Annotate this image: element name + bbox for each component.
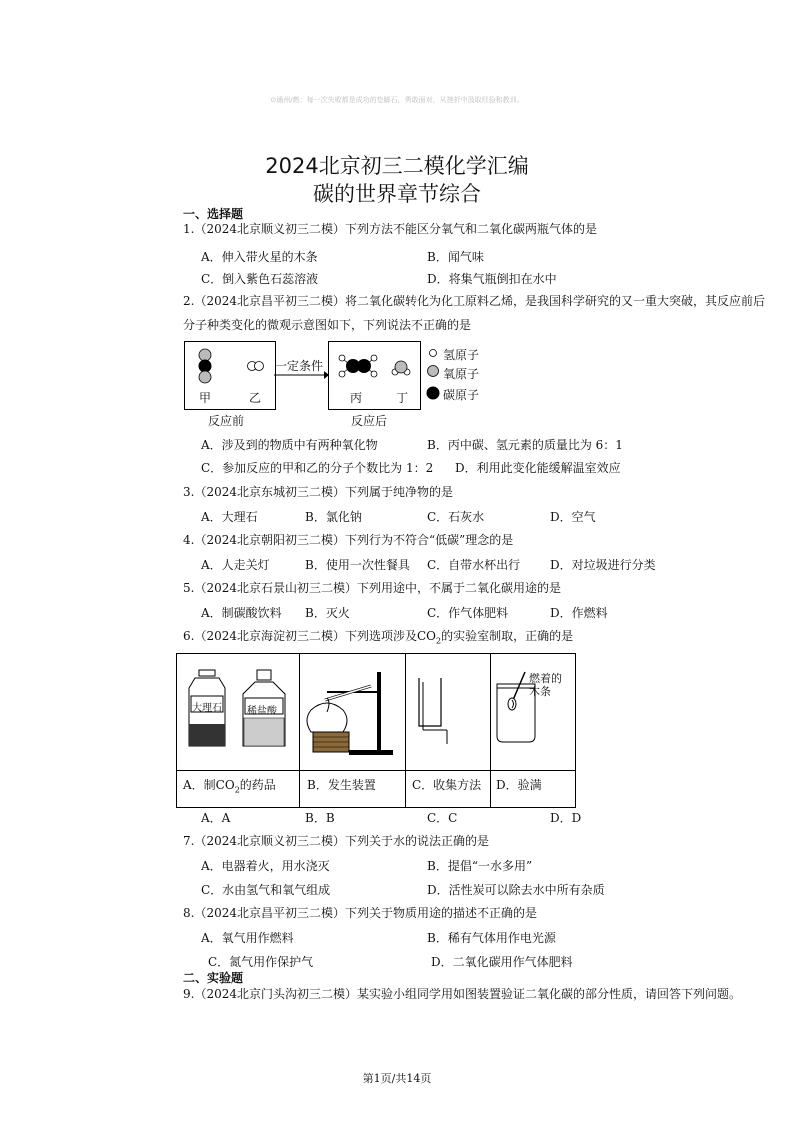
watermark: ⊙通州/燃：每一次失败都是成功的垫脚石，勇敢面对，从挫折中汲取经验和教训。: [270, 96, 524, 104]
q6-stem-post: 的实验室制取，正确的是: [441, 629, 574, 643]
q3-option-b: B．氯化钠: [305, 510, 362, 524]
q1-option-a: A．伸入带火星的木条: [201, 250, 318, 264]
co2-subscript: 2: [436, 636, 442, 646]
section-choice: 一、选择题: [183, 207, 244, 221]
q4-option-a: A．人走关灯: [201, 558, 270, 572]
caption-d: D．验满: [496, 778, 542, 792]
q5-option-a: A．制碳酸饮料: [201, 606, 282, 620]
arrow-condition: 一定条件: [275, 359, 324, 373]
caption-a-post: 的药品: [239, 778, 276, 792]
legend-hydrogen: 氢原子: [443, 348, 480, 362]
legend-oxygen: 氧原子: [443, 367, 480, 381]
after-box: [328, 341, 421, 410]
caption-c: C．收集方法: [412, 778, 482, 792]
q4-option-b: B．使用一次性餐具: [305, 558, 410, 572]
q7-option-b: B．提倡“一水多用”: [427, 859, 533, 873]
q8-stem: 8.（2024北京昌平初三二模）下列关于物质用途的描述不正确的是: [183, 906, 537, 920]
q5-option-d: D．作燃料: [550, 606, 608, 620]
q6-option-d: D．D: [550, 811, 582, 825]
label-before: 反应前: [208, 414, 245, 428]
q4-option-d: D．对垃圾进行分类: [550, 558, 656, 572]
splint-label: [529, 672, 562, 698]
reaction-arrow: [274, 370, 329, 380]
collection-apparatus: [413, 674, 483, 754]
q3-option-a: A．大理石: [201, 510, 258, 524]
splint-label-line2: 木条: [529, 685, 551, 698]
q3-stem: 3.（2024北京东城初三二模）下列属于纯净物的是: [183, 485, 453, 499]
label-yi: 乙: [249, 391, 262, 405]
label-ding: 丁: [396, 391, 409, 405]
q2-option-c: C．参加反应的甲和乙的分子个数比为 1：2: [201, 461, 434, 475]
caption-a: [183, 776, 276, 794]
before-box: [184, 341, 276, 410]
q3-option-d: D．空气: [550, 510, 596, 524]
bottle-label-marble: 大理石: [192, 703, 222, 714]
q1-option-b: B．闻气味: [427, 250, 484, 264]
caption-a-co2-sub: 2: [234, 785, 240, 795]
q1-option-d: D．将集气瓶倒扣在水中: [427, 272, 557, 286]
q2-stem: 2.（2024北京昌平初三二模）将二氧化碳转化为化工原料乙烯，是我国科学研究的又一重大突破，其反应前后分子种类变化的微观示意图如下，下列说法不正确的是: [183, 294, 765, 332]
page-title: 2024北京初三二模化学汇编: [265, 154, 529, 178]
section-experiment: 二、实验题: [183, 971, 244, 985]
q2-option-a: A．涉及到的物质中有两种氧化物: [201, 438, 378, 452]
label-after: 反应后: [351, 414, 388, 428]
q4-stem: 4.（2024北京朝阳初三二模）下列行为不符合“低碳”理念的是: [183, 533, 514, 547]
generator-apparatus: [305, 666, 401, 756]
caption-b: B．发生装置: [307, 778, 376, 792]
splint-label-line1: 燃着的: [529, 672, 562, 685]
q1-option-c: C．倒入紫色石蕊溶液: [201, 272, 319, 286]
co2-formula: [417, 629, 442, 646]
caption-a-co2: CO: [215, 778, 235, 792]
legend-carbon: 碳原子: [443, 388, 480, 402]
bottle-label-hcl: 稀盐酸: [247, 706, 277, 717]
q6-option-c: C．C: [427, 811, 458, 825]
q8-option-c: C．氮气用作保护气: [208, 955, 314, 969]
page-footer: 第1页/共14页: [362, 1072, 432, 1085]
q5-stem: 5.（2024北京石景山初三二模）下列用途中，不属于二氧化碳用途的是: [183, 581, 561, 595]
q5-option-b: B．灭火: [305, 606, 350, 620]
q6-option-b: B．B: [305, 811, 335, 825]
q8-option-d: D．二氧化碳用作气体肥料: [431, 955, 573, 969]
q2-option-b: B．丙中碳、氢元素的质量比为 6：1: [427, 438, 623, 452]
co2-text: CO: [417, 629, 437, 643]
q2-option-d: D．利用此变化能缓解温室效应: [455, 461, 621, 475]
caption-row-divider: [177, 770, 575, 771]
q8-option-a: A．氧气用作燃料: [201, 931, 294, 945]
label-bing: 丙: [350, 391, 363, 405]
q6-stem-pre: 6.（2024北京海淀初三二模）下列选项涉及: [183, 629, 417, 643]
q8-option-b: B．稀有气体用作电光源: [427, 931, 556, 945]
legend-markers: [425, 345, 441, 405]
caption-a-pre: A．制: [183, 778, 216, 792]
q5-option-c: C．作气体肥料: [427, 606, 509, 620]
q6-option-a: A．A: [201, 811, 231, 825]
q6-figure-table: [176, 653, 576, 808]
q4-option-c: C．自带水杯出行: [427, 558, 521, 572]
q7-option-a: A．电器着火，用水浇灭: [201, 859, 330, 873]
q7-option-c: C．水由氢气和氧气组成: [201, 883, 331, 897]
q1-stem: 1.（2024北京顺义初三二模）下列方法不能区分氧气和二氧化碳两瓶气体的是: [183, 222, 597, 236]
label-jia: 甲: [199, 391, 212, 405]
q6-stem: [183, 628, 573, 649]
q7-option-d: D．活性炭可以除去水中所有杂质: [427, 883, 605, 897]
q3-option-c: C．石灰水: [427, 510, 485, 524]
q7-stem: 7.（2024北京顺义初三二模）下列关于水的说法正确的是: [183, 834, 489, 848]
page-subtitle: 碳的世界章节综合: [313, 182, 481, 206]
q9-stem: 9.（2024北京门头沟初三二模）某实验小组同学用如图装置验证二氧化碳的部分性质，请回答下列问题。: [183, 987, 741, 1001]
